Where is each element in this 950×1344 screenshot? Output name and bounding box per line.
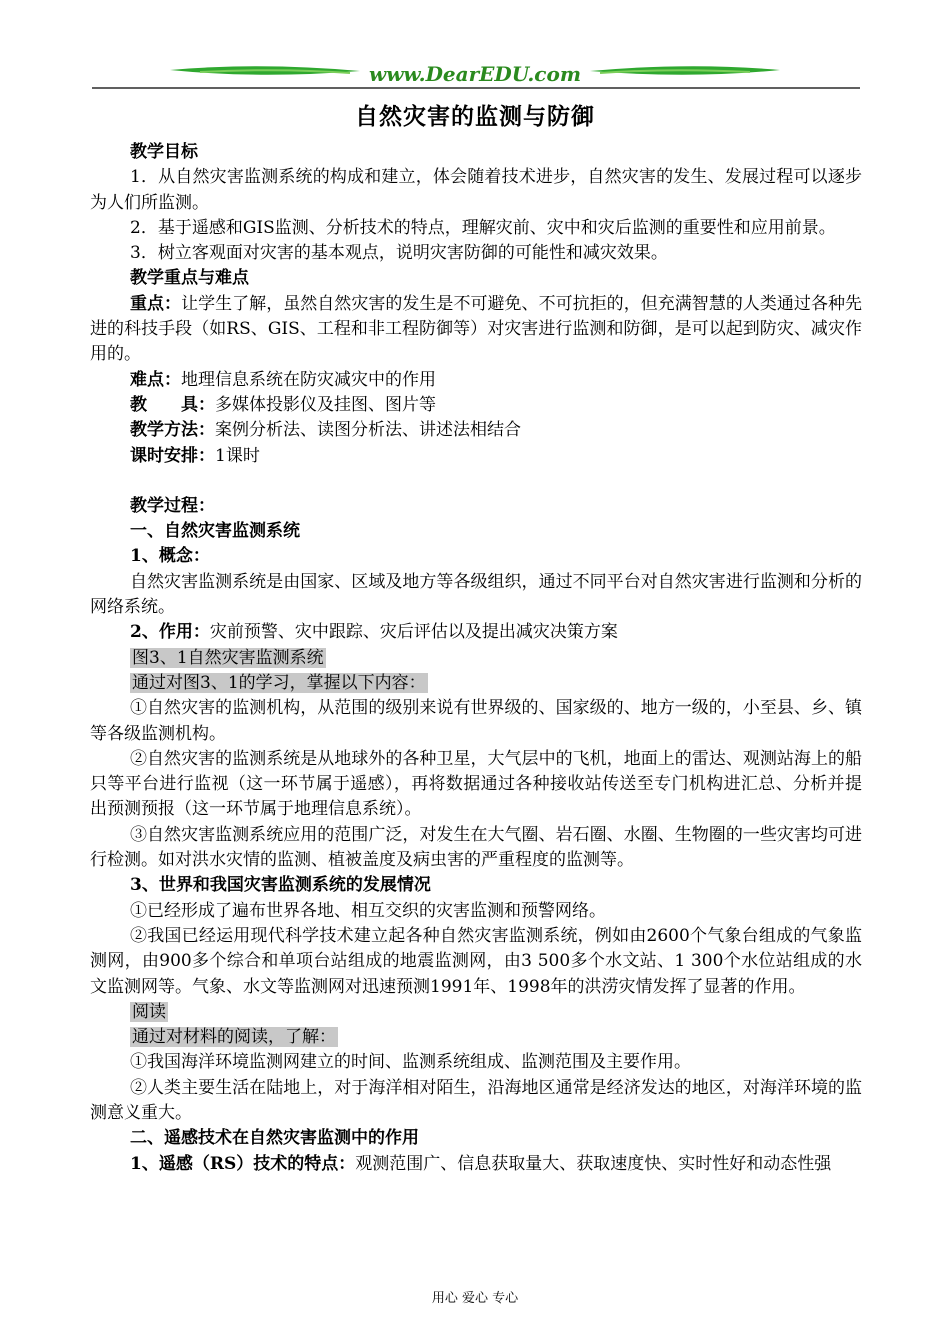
figure-point: ②自然灾害的监测系统是从地球外的各种卫星，大气层中的飞机，地面上的雷达、观测站海上的船只等平台进行监视（这一环节属于遥感），再将数据通过各种接收站传送至专门机构进汇总、分析并提出预测预报（这一环节属于地理信息系统）。 <box>90 748 862 820</box>
difficulty-label: 难点： <box>130 369 181 390</box>
method-label: 教学方法： <box>130 420 215 441</box>
logo-text: www.DearEDU.com <box>368 62 582 86</box>
rs-text: 观测范围广、信息获取量大、获取速度快、实时性好和动态性强 <box>355 1153 832 1174</box>
reading-line <box>90 1000 862 1025</box>
teaching-tools <box>90 393 862 418</box>
concept-text: 自然灾害监测系统是由国家、区域及地方等各级组织，通过不同平台对自然灾害进行监测和分析的网络系统。 <box>90 571 862 618</box>
role-text: 灾前预警、灾中跟踪、灾后评估以及提出减灾决策方案 <box>209 622 618 643</box>
focus-heading: 教学重点与难点 <box>130 268 249 289</box>
figure-point: ③自然灾害监测系统应用的范围广泛，对发生在大气圈、岩石圈、水圈、生物圈的一些灾害均可进行检测。如对洪水灾情的监测、植被盖度及病虫害的严重程度的监测等。 <box>90 824 862 871</box>
page-footer: 用心 爱心 专心 <box>431 1291 519 1306</box>
section-2-heading: 二、遥感技术在自然灾害监测中的作用 <box>130 1128 419 1149</box>
concept-heading: 1、概念： <box>130 546 210 567</box>
difficulty-text: 地理信息系统在防灾减灾中的作用 <box>181 369 436 390</box>
reading-label: 阅读 <box>132 1001 166 1022</box>
tools-text: 多媒体投影仪及挂图、图片等 <box>215 394 436 415</box>
page-title: 自然灾害的监测与防御 <box>355 103 595 130</box>
key-point <box>90 292 862 368</box>
hours-text: 1课时 <box>215 445 260 466</box>
goal-item: 3．树立客观面对灾害的基本观点，说明灾害防御的可能性和减灾效果。 <box>130 243 668 264</box>
process-heading: 教学过程： <box>130 495 215 516</box>
difficulty <box>90 368 862 393</box>
page-header <box>0 0 950 100</box>
document-body <box>90 140 862 1177</box>
role-line <box>90 620 862 645</box>
reading-prompt-line <box>90 1025 862 1050</box>
development-point: ①已经形成了遍布世界各地、相互交织的灾害监测和预警网络。 <box>130 900 606 921</box>
tools-label: 教 具： <box>130 394 215 415</box>
rs-label: 1、遥感（RS）技术的特点： <box>130 1153 356 1174</box>
figure-line <box>90 646 862 671</box>
figure-prompt: 通过对图3、1的学习，掌握以下内容： <box>132 672 426 693</box>
reading-point: ②人类主要生活在陆地上，对于海洋相对陌生，沿海地区通常是经济发达的地区，对海洋环境的监测意义重大。 <box>90 1077 862 1123</box>
development-heading: 3、世界和我国灾害监测系统的发展情况 <box>130 875 431 896</box>
goal-item: 1．从自然灾害监测系统的构成和建立，体会随着技术进步，自然灾害的发生、发展过程可以逐步为人们所监测。 <box>90 167 862 213</box>
figure-prompt-line <box>90 671 862 696</box>
method-text: 案例分析法、读图分析法、讲述法相结合 <box>215 420 521 441</box>
reading-prompt: 通过对材料的阅读，了解： <box>132 1027 336 1048</box>
key-label: 重点： <box>130 293 182 314</box>
header-banner-logo <box>0 0 950 100</box>
goal-item: 2．基于遥感和GIS监测、分析技术的特点，理解灾前、灾中和灾后监测的重要性和应用前景。 <box>130 217 836 238</box>
role-label: 2、作用： <box>130 622 210 643</box>
class-hours <box>90 444 862 469</box>
goals-heading: 教学目标 <box>130 142 198 162</box>
rs-line <box>90 1152 862 1177</box>
spacer <box>90 469 862 494</box>
figure-point: ①自然灾害的监测机构，从范围的级别来说有世界级的、国家级的、地方一级的，小至县、乡、镇等各级监测机构。 <box>90 698 862 744</box>
reading-point: ①我国海洋环境监测网建立的时间、监测系统组成、监测范围及主要作用。 <box>130 1052 691 1073</box>
key-text: 让学生了解，虽然自然灾害的发生是不可避免、不可抗拒的，但充满智慧的人类通过各种先进的科技手段（如RS、GIS、工程和非工程防御等）对灾害进行监测和防御，是可以起到防灾、减灾作用的。 <box>90 293 863 365</box>
development-point: ②我国已经运用现代科学技术建立起各种自然灾害监测系统，例如由2600个气象台组成的气象监测网，由900多个综合和单项台站组成的地震监测网，由3 500多个水文站、1 300个水位站组成的水文监测网等。气象、水文等监测网对迅速预测1991年、1998年的洪涝灾情发挥了显著的作用。 <box>90 925 862 997</box>
hours-label: 课时安排： <box>130 445 215 466</box>
figure-label: 图3、1自然灾害监测系统 <box>132 647 324 668</box>
teaching-method <box>90 418 862 443</box>
section-1-heading: 一、自然灾害监测系统 <box>130 521 300 542</box>
